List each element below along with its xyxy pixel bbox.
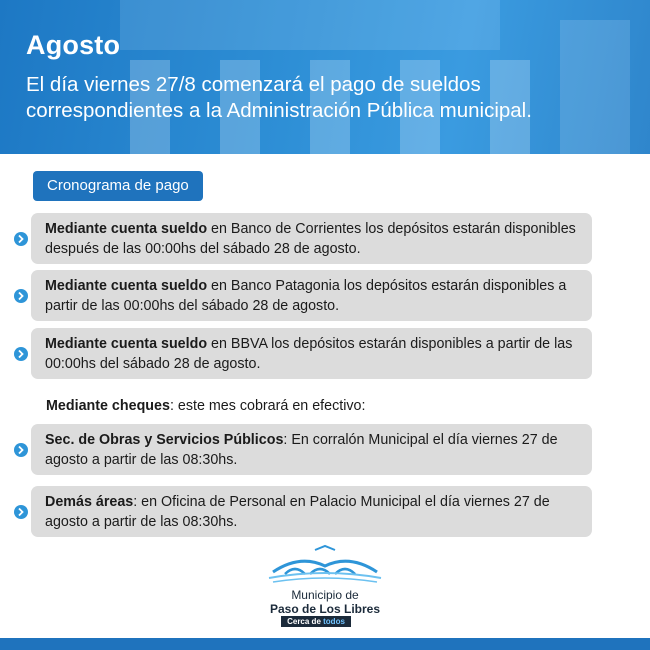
list-item: [14, 270, 592, 321]
header-banner: [0, 0, 650, 154]
item-bold-label: Mediante cuenta sueldo: [45, 221, 208, 237]
municipio-logo: [255, 544, 395, 630]
cheques-bold-label: Mediante cheques: [46, 398, 170, 414]
item-text: en Banco Patagonia los depósitos estarán disponibles a partir de las 00:00hs del sábado 28 de agosto.: [45, 278, 567, 314]
tagline-part2: todos: [323, 617, 345, 626]
tagline-part1: Cerca de: [287, 617, 324, 626]
logo-tagline: [281, 616, 351, 627]
page-title: Agosto: [26, 30, 121, 60]
cheques-text: : este mes cobrará en efectivo:: [169, 398, 366, 414]
logo-line2: Paso de Los Libres: [269, 602, 381, 616]
chevron-right-icon: [14, 232, 28, 246]
item-bold-label: Mediante cuenta sueldo: [45, 336, 208, 352]
item-text: : En corralón Municipal el día viernes 27 de agosto a partir de las 08:30hs.: [45, 432, 558, 468]
bottom-bar: [0, 638, 650, 650]
list-item: [14, 424, 592, 475]
list-item: [14, 486, 592, 537]
item-bold-label: Demás áreas: [45, 494, 134, 510]
logo-line1: Municipio de: [291, 588, 359, 602]
list-item: [14, 328, 592, 379]
item-bold-label: Mediante cuenta sueldo: [45, 278, 208, 294]
item-text: : en Oficina de Personal en Palacio Municipal el día viernes 27 de agosto a partir de las 08:30hs.: [45, 494, 550, 530]
chevron-right-icon: [14, 505, 28, 519]
chevron-right-icon: [14, 443, 28, 457]
chevron-right-icon: [14, 289, 28, 303]
chevron-right-icon: [14, 347, 28, 361]
bridge-icon: [255, 544, 395, 586]
list-item: [14, 213, 592, 264]
item-text: en BBVA los depósitos estarán disponibles a partir de las 00:00hs del sábado 28 de agosto.: [45, 336, 573, 372]
item-bold-label: Sec. de Obras y Servicios Públicos: [45, 432, 284, 448]
cheques-note: [46, 398, 365, 414]
item-text: en Banco de Corrientes los depósitos estarán disponibles después de las 00:00hs del sábado 28 de agosto.: [45, 221, 576, 257]
header-description: El día viernes 27/8 comenzará el pago de sueldos correspondientes a la Administración Pública municipal.: [26, 73, 532, 122]
schedule-label: Cronograma de pago: [33, 171, 203, 201]
